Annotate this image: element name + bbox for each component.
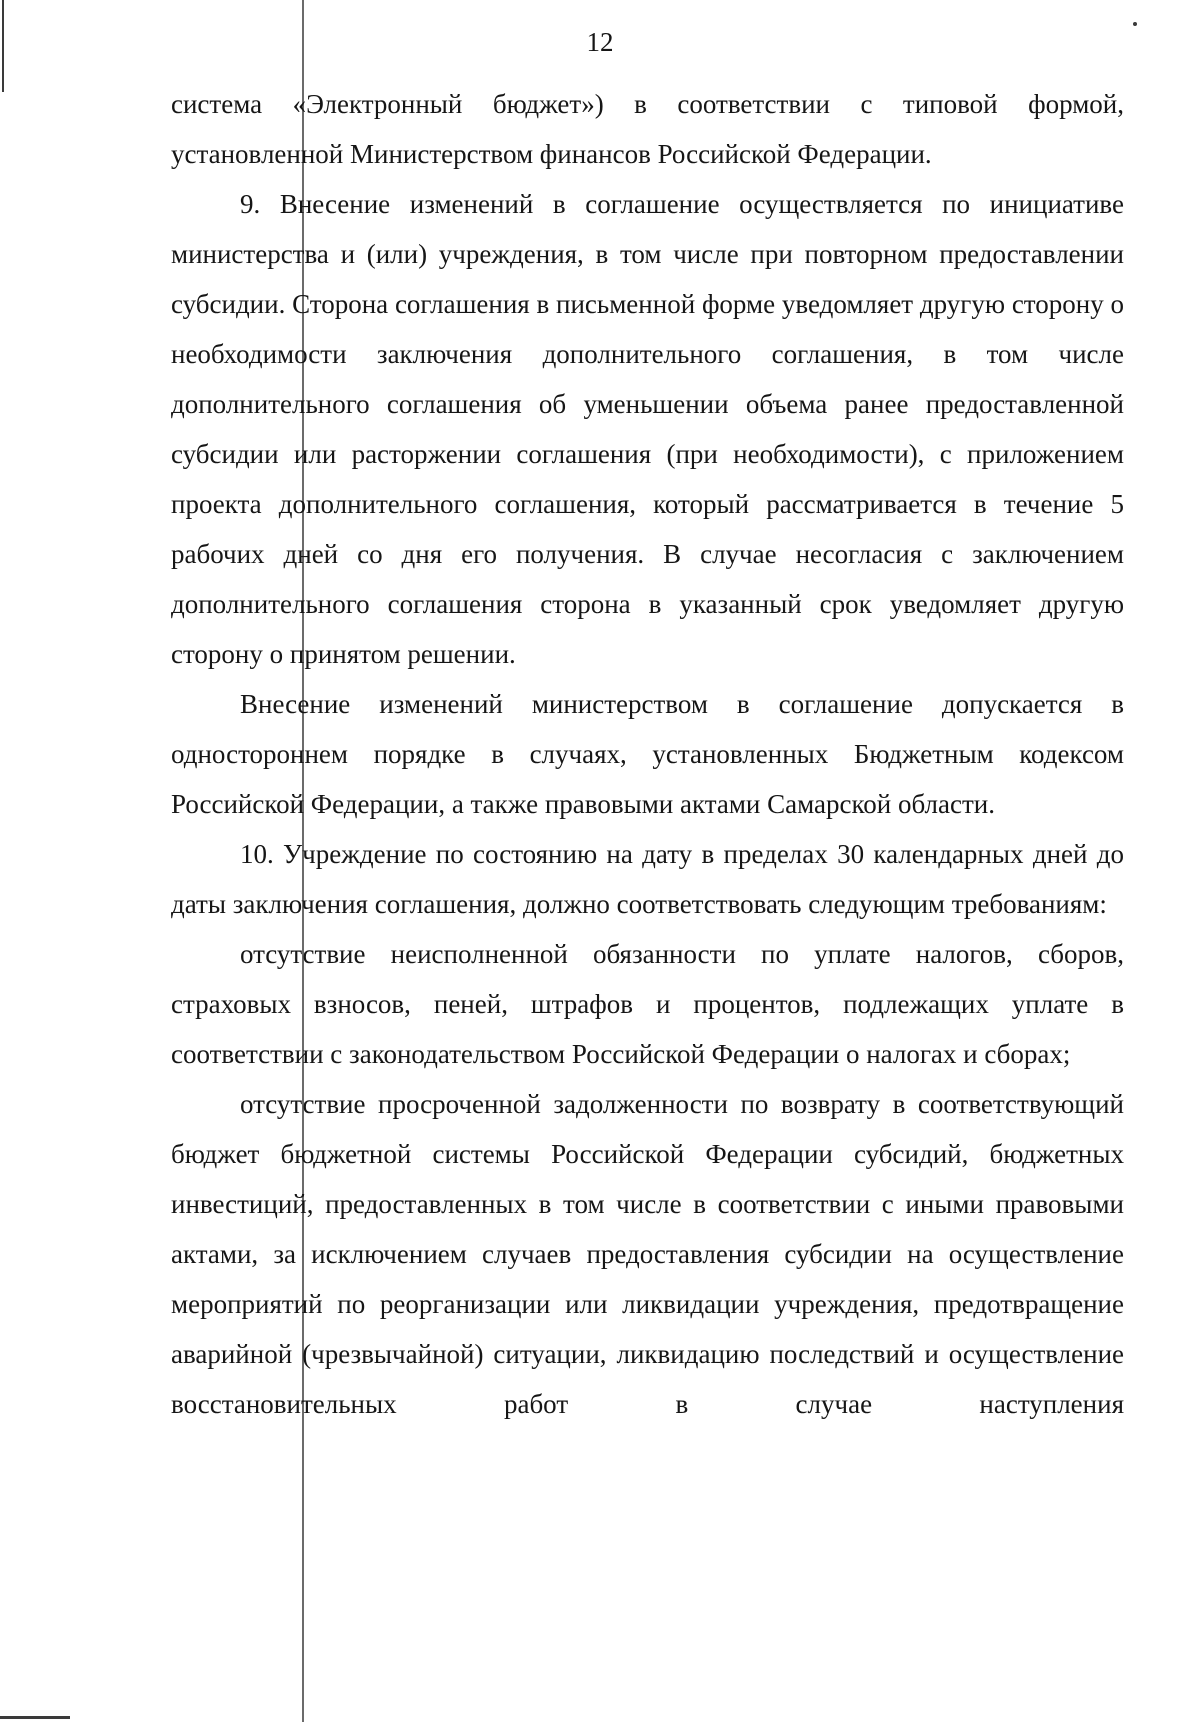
page-number: 12 <box>586 27 614 57</box>
document-body <box>171 79 1124 1429</box>
scan-edge-mark <box>0 1716 70 1719</box>
paragraph: отсутствие неисполненной обязанности по уплате налогов, сборов, страховых взносов, пеней, штрафов и процентов, подлежащих уплате в соответствии с законодательством Российской Федерации о налогах и сборах; <box>171 939 1124 1069</box>
paragraph: отсутствие просроченной задолженности по возврату в соответствующий бюджет бюджетной системы Российской Федерации субсидий, бюджетных инвестиций, предоставленных в том числе в соответствии с иными правовыми актами, за исключением случаев предоставления субсидии на осуществление мероприятий по реорганизации или ликвидации учреждения, предотвращение аварийной (чрезвычайной) ситуации, ликвидацию последствий и осуществление восстановительных работ в случае наступления <box>171 1089 1124 1419</box>
paragraph: система «Электронный бюджет») в соответствии с типовой формой, установленной Министерством финансов Российской Федерации. <box>171 89 1124 169</box>
paragraph: Внесение изменений министерством в соглашение допускается в одностороннем порядке в случаях, установленных Бюджетным кодексом Российской Федерации, а также правовыми актами Самарской области. <box>171 689 1124 819</box>
paragraph: 10. Учреждение по состоянию на дату в пределах 30 календарных дней до даты заключения соглашения, должно соответствовать следующим требованиям: <box>171 839 1124 919</box>
paragraph: 9. Внесение изменений в соглашение осуществляется по инициативе министерства и (или) учреждения, в том числе при повторном предоставлении субсидии. Сторона соглашения в письменной форме уведомляет другую сторону о необходимости заключения дополнительного соглашения, в том числе дополнительного соглашения об уменьшении объема ранее предоставленной субсидии или расторжении соглашения (при необходимости), с приложением проекта дополнительного соглашения, который рассматривается в течение 5 рабочих дней со дня его получения. В случае несогласия с заключением дополнительного соглашения сторона в указанный срок уведомляет другую сторону о принятом решении. <box>171 189 1124 669</box>
